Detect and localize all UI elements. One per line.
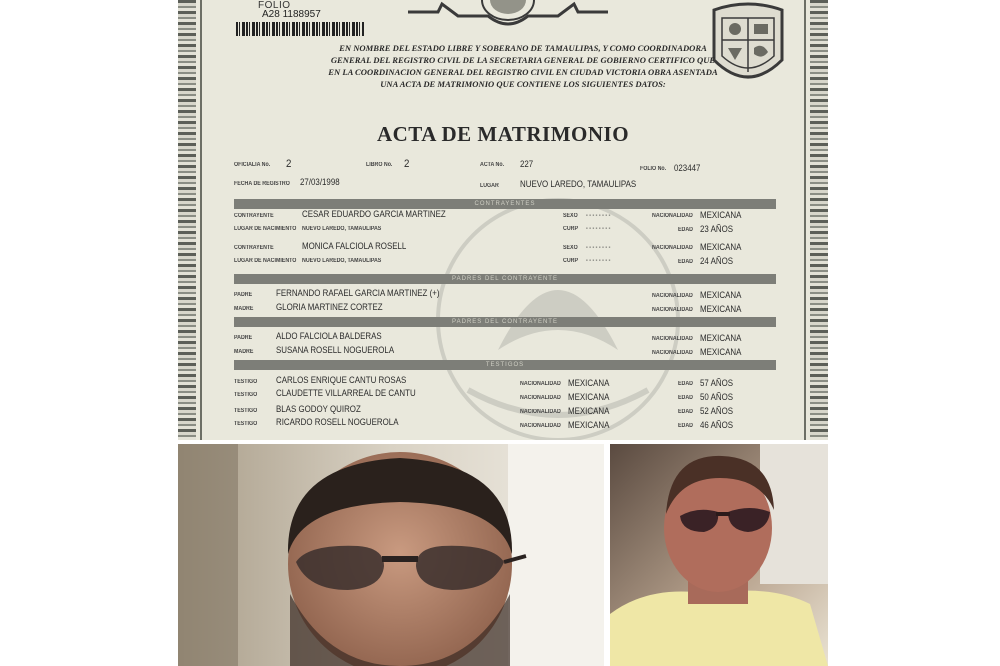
folio-field-label: FOLIO No. (640, 166, 667, 172)
section-band-contrayentes (234, 199, 776, 209)
role-label: MADRE (234, 306, 254, 312)
edad-label: EDAD (678, 423, 693, 429)
parent-name: FERNANDO RAFAEL GARCIA MARTINEZ (+) (276, 288, 440, 298)
edad-value: 57 AÑOS (700, 378, 734, 388)
witness-name: CLAUDETTE VILLARREAL DE CANTU (276, 388, 416, 398)
witness-name: RICARDO ROSELL NOGUEROLA (276, 417, 399, 427)
acta-label: ACTA No. (480, 162, 505, 168)
edad-value: 52 AÑOS (700, 406, 734, 416)
role-label: CONTRAYENTE (234, 213, 274, 219)
oficialia-value: 2 (286, 158, 292, 170)
intro-line: EN LA COORDINACION GENERAL DEL REGISTRO CIVIL EN CIUDAD VICTORIA OBRA ASENTADA (328, 67, 718, 77)
contrayente-name: MONICA FALCIOLA ROSELL (302, 241, 407, 251)
oficialia-label: OFICIALIA No. (234, 162, 271, 168)
nacionalidad-value: MEXICANA (700, 347, 742, 357)
role-label: TESTIGO (234, 421, 258, 427)
portrait-photo-right (610, 444, 828, 666)
nacionalidad-label: NACIONALIDAD (520, 395, 561, 401)
curp-value: - - - - - - - - (586, 258, 611, 264)
libro-value: 2 (404, 158, 410, 170)
eagle-watermark (408, 190, 708, 440)
birthplace-value: NUEVO LAREDO, TAMAULIPAS (302, 258, 382, 264)
edad-label: EDAD (678, 227, 693, 233)
curp-value: - - - - - - - - (586, 226, 611, 232)
edad-value: 50 AÑOS (700, 392, 734, 402)
national-seal-emblem (398, 0, 618, 26)
curp-label: CURP (563, 226, 578, 232)
nacionalidad-value: MEXICANA (700, 333, 742, 343)
edad-value: 23 AÑOS (700, 224, 734, 234)
inner-rule-left (200, 0, 202, 440)
role-label: CONTRAYENTE (234, 245, 274, 251)
fecha-registro-label: FECHA DE REGISTRO (234, 181, 290, 187)
intro-line: UNA ACTA DE MATRIMONIO QUE CONTIENE LOS SIGUIENTES DATOS: (380, 79, 666, 89)
nacionalidad-value: MEXICANA (568, 420, 610, 430)
witness-name: BLAS GODOY QUIROZ (276, 404, 361, 414)
nacionalidad-label: NACIONALIDAD (652, 213, 693, 219)
section-band-padres-1 (234, 274, 776, 284)
intro-line: GENERAL DEL REGISTRO CIVIL DE LA SECRETARIA GENERAL DE GOBIERNO CERTIFICO QUE (330, 55, 716, 65)
parent-name: GLORIA MARTINEZ CORTEZ (276, 302, 383, 312)
portrait-illustration (178, 444, 604, 666)
curp-label: CURP (563, 258, 578, 264)
nacionalidad-label: NACIONALIDAD (520, 409, 561, 415)
nacionalidad-label: NACIONALIDAD (652, 336, 693, 342)
folio-field-value: 023447 (674, 163, 701, 173)
edad-value: 46 AÑOS (700, 420, 734, 430)
certificate-title: ACTA DE MATRIMONIO (376, 122, 630, 146)
portrait-photo-left (178, 444, 604, 666)
section-title: PADRES DEL CONTRAYENTE (452, 276, 558, 282)
inner-rule-right (804, 0, 806, 440)
marriage-certificate (178, 0, 828, 440)
role-label: TESTIGO (234, 392, 258, 398)
nacionalidad-value: MEXICANA (568, 392, 610, 402)
edad-value: 24 AÑOS (700, 256, 734, 266)
edad-label: EDAD (678, 259, 693, 265)
fecha-registro-value: 27/03/1998 (300, 177, 340, 187)
role-label: PADRE (234, 335, 253, 341)
nacionalidad-label: NACIONALIDAD (652, 307, 693, 313)
sexo-value: - - - - - - - - (586, 245, 611, 251)
sexo-value: - - - - - - - - (586, 213, 611, 219)
intro-line: EN NOMBRE DEL ESTADO LIBRE Y SOBERANO DE TAMAULIPAS, Y COMO COORDINADORA (339, 43, 707, 53)
edad-label: EDAD (678, 395, 693, 401)
section-band-padres-2 (234, 317, 776, 327)
certificate-border-left (178, 0, 196, 440)
witness-name: CARLOS ENRIQUE CANTU ROSAS (276, 375, 407, 385)
birthplace-label: LUGAR DE NACIMIENTO (234, 226, 297, 232)
lugar-label: LUGAR (480, 183, 499, 189)
libro-label: LIBRO No. (366, 162, 393, 168)
role-label: MADRE (234, 349, 254, 355)
role-label: PADRE (234, 292, 253, 298)
nacionalidad-label: NACIONALIDAD (652, 350, 693, 356)
certificate-intro (323, 42, 723, 90)
nacionalidad-label: NACIONALIDAD (520, 381, 561, 387)
certificate-border-right (810, 0, 828, 440)
acta-value: 227 (520, 159, 534, 169)
edad-label: EDAD (678, 409, 693, 415)
lugar-value: NUEVO LAREDO, TAMAULIPAS (520, 179, 637, 189)
birthplace-value: NUEVO LAREDO, TAMAULIPAS (302, 226, 382, 232)
nacionalidad-value: MEXICANA (700, 242, 742, 252)
barcode (236, 22, 364, 36)
birthplace-label: LUGAR DE NACIMIENTO (234, 258, 297, 264)
nacionalidad-value: MEXICANA (700, 210, 742, 220)
nacionalidad-value: MEXICANA (568, 406, 610, 416)
role-label: TESTIGO (234, 408, 258, 414)
nacionalidad-value: MEXICANA (700, 304, 742, 314)
nacionalidad-value: MEXICANA (568, 378, 610, 388)
sexo-label: SEXO (563, 213, 578, 219)
role-label: TESTIGO (234, 379, 258, 385)
edad-label: EDAD (678, 381, 693, 387)
folio-label: FOLIO (258, 0, 291, 11)
sexo-label: SEXO (563, 245, 578, 251)
contrayente-name: CESAR EDUARDO GARCIA MARTINEZ (302, 209, 446, 219)
nacionalidad-label: NACIONALIDAD (652, 245, 693, 251)
portrait-illustration (610, 444, 828, 666)
nacionalidad-value: MEXICANA (700, 290, 742, 300)
section-title: CONTRAYENTES (474, 201, 536, 207)
section-title: TESTIGOS (485, 362, 525, 368)
parent-name: SUSANA ROSELL NOGUEROLA (276, 345, 395, 355)
nacionalidad-label: NACIONALIDAD (652, 293, 693, 299)
section-band-testigos (234, 360, 776, 370)
parent-name: ALDO FALCIOLA BALDERAS (276, 331, 382, 341)
folio-number: A28 1188957 (262, 9, 321, 20)
section-title: PADRES DEL CONTRAYENTE (452, 319, 558, 325)
nacionalidad-label: NACIONALIDAD (520, 423, 561, 429)
